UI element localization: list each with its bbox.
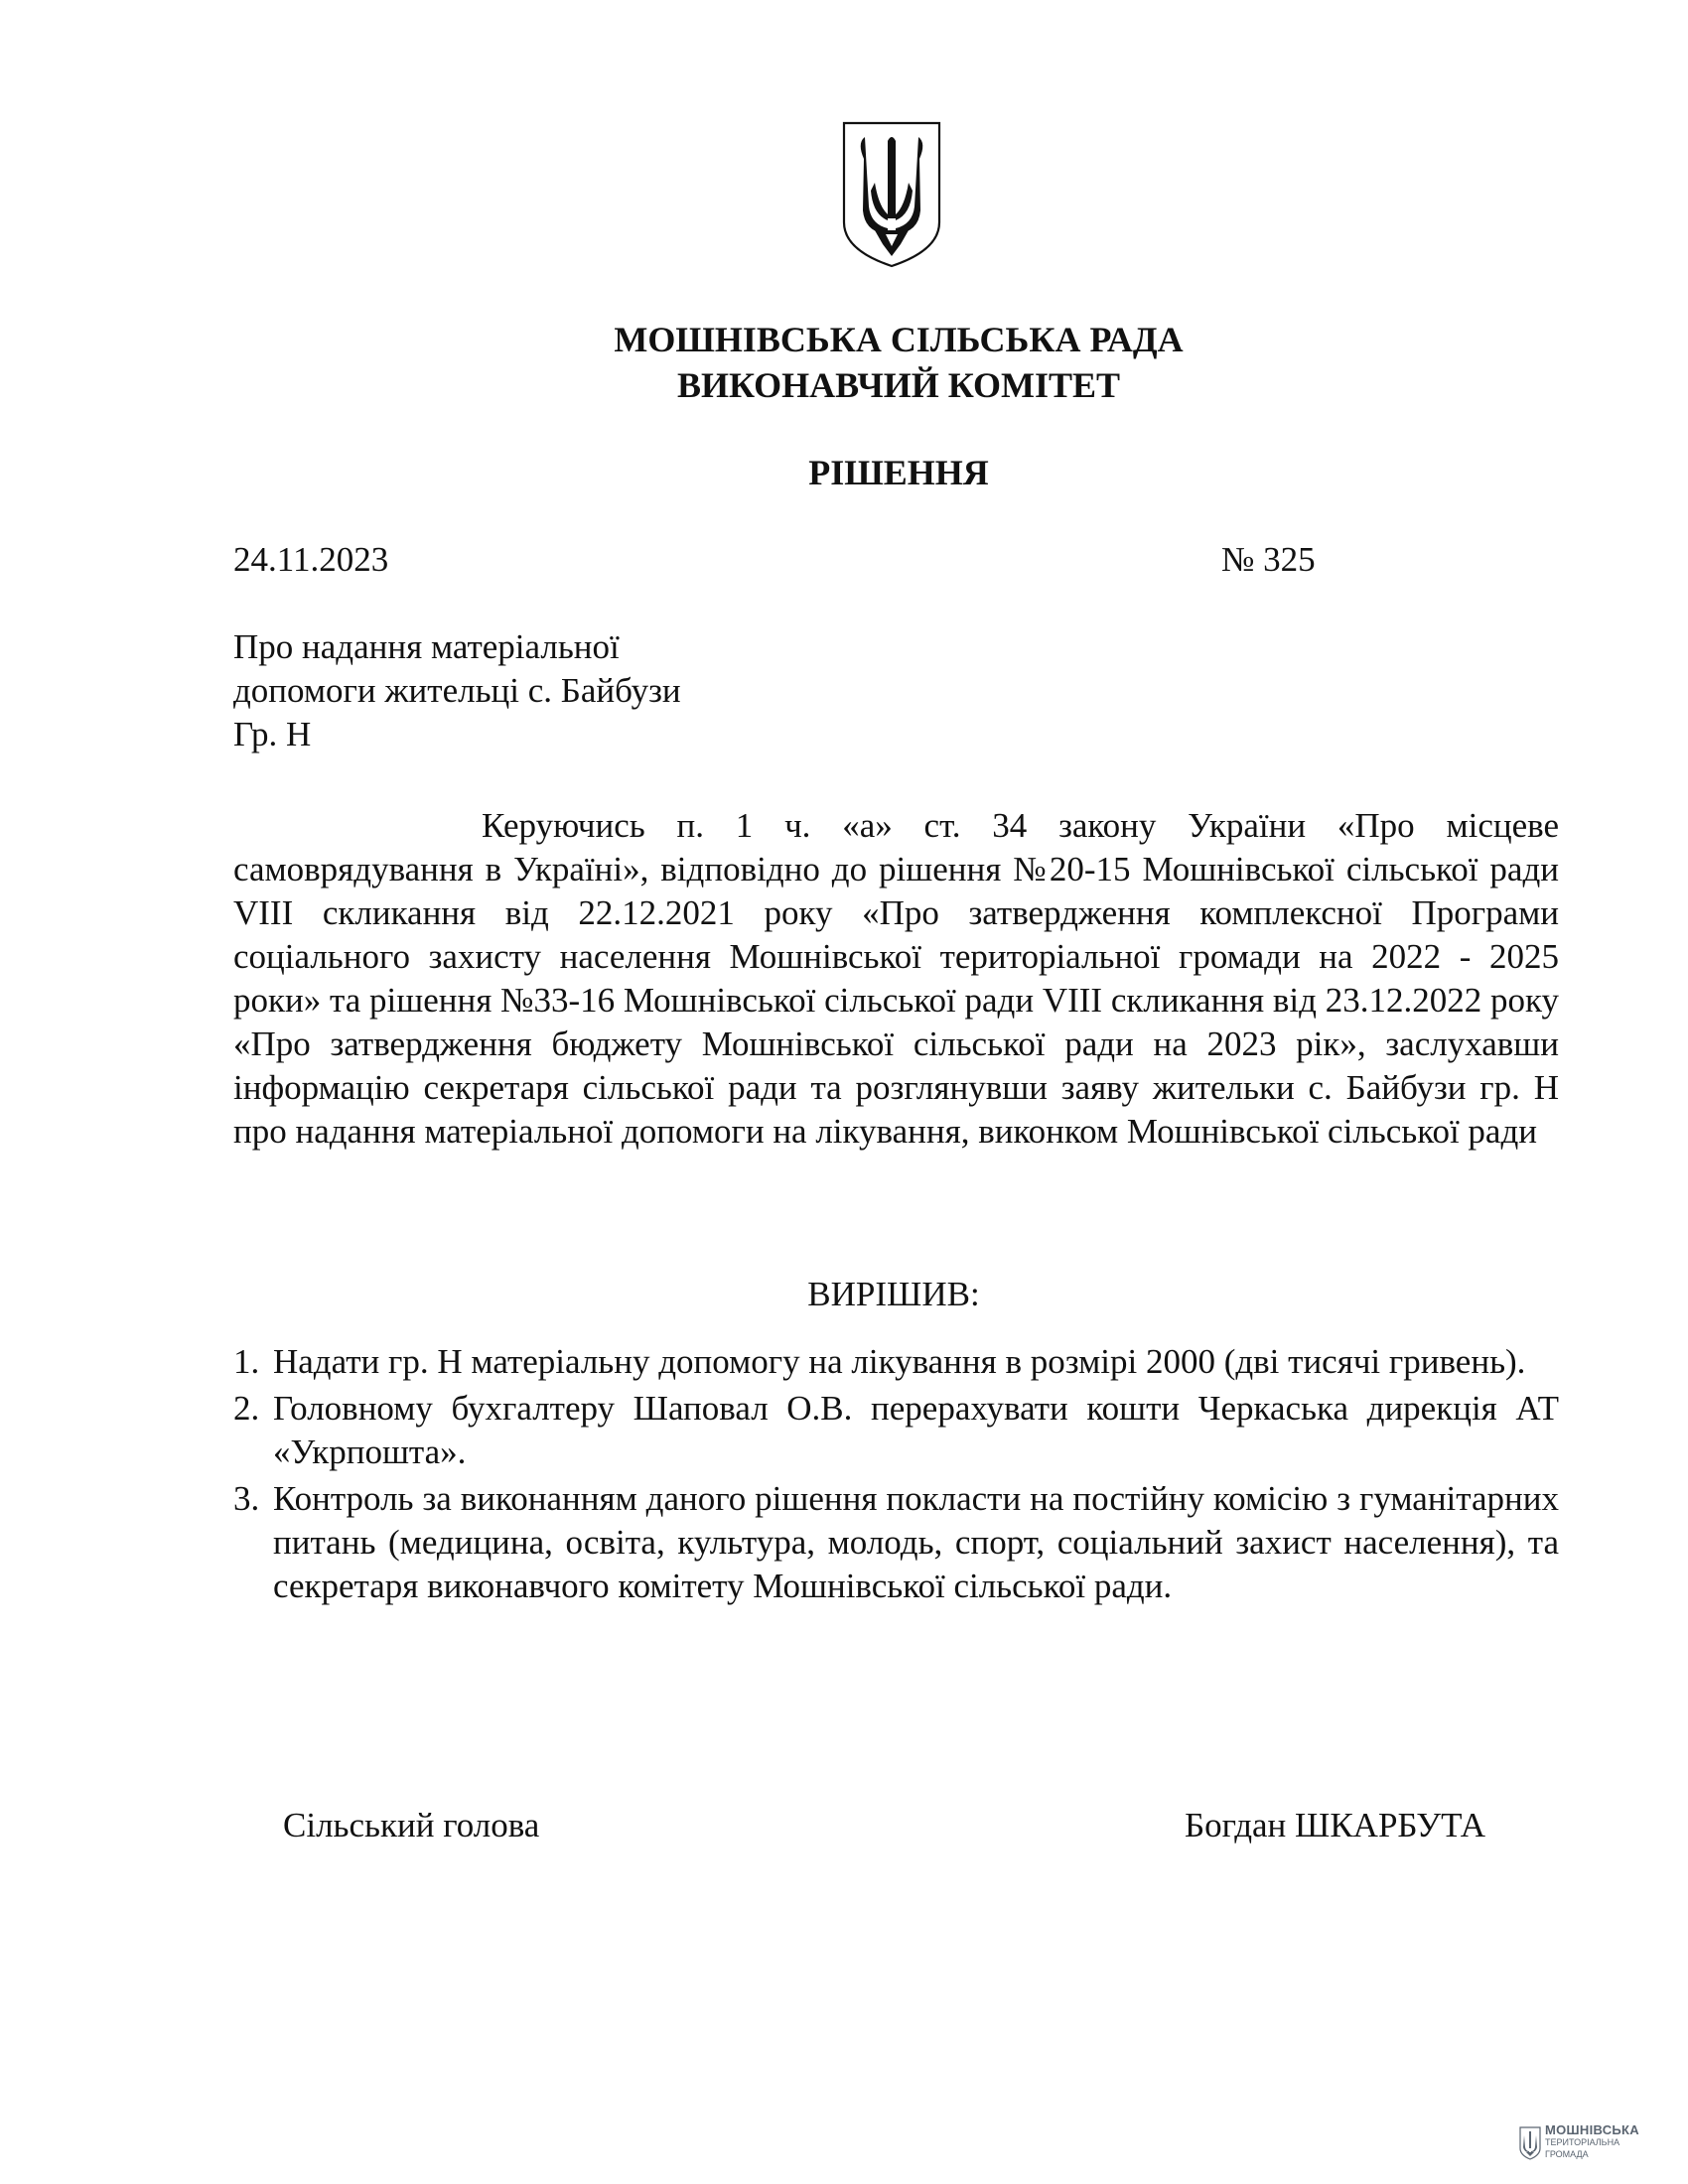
- signatory-role: Сільський голова: [283, 1806, 540, 1844]
- trident-coat-of-arms-icon: [839, 119, 944, 270]
- signatory-name: Богдан ШКАРБУТА: [1185, 1806, 1485, 1844]
- organization-name: МОШНІВСЬКА СІЛЬСЬКА РАДА: [614, 320, 1184, 359]
- document-type-title: РІШЕННЯ: [808, 453, 989, 492]
- preamble-paragraph: Керуючись п. 1 ч. «а» ст. 34 закону України «Про місцеве самоврядування в Україні», відповідно до рішення №20-15 Мошнівської сільської ради VIII скликання від 22.12.2021 року «Про затвердження комплексної Програми соціального захисту населення Мошнівської територіальної громади на 2022 - 2025 роки» та рішення №33-16 Мошнівської сільської ради VIII скликання від 23.12.2022 року «Про затвердження бюджету Мошнівської сільської ради на 2023 рік», заслухавши інформацію секретаря сільської ради та розглянувши заяву жительки с. Байбузи гр. Н про надання матеріальної допомоги на лікування, виконком Мошнівської сільської ради: [233, 806, 1559, 1151]
- document-subject: [233, 625, 928, 756]
- decision-item: [233, 1340, 1559, 1384]
- document-date: 24.11.2023: [233, 540, 389, 579]
- committee-name: ВИКОНАВЧИЙ КОМІТЕТ: [676, 365, 1121, 405]
- community-watermark: [1519, 2124, 1678, 2170]
- decision-number: 3.: [233, 1479, 260, 1518]
- decision-number: 1.: [233, 1342, 260, 1381]
- watermark-line: МОШНІВСЬКА: [1545, 2122, 1639, 2137]
- decision-text: Головному бухгалтеру Шаповал О.В. перерахувати кошти Черкаська дирекція АТ «Укрпошта».: [273, 1389, 1559, 1471]
- decision-item: [233, 1477, 1559, 1608]
- decision-number: 2.: [233, 1389, 260, 1428]
- subject-line: Гр. Н: [233, 715, 312, 753]
- watermark-line: ГРОМАДА: [1545, 2149, 1589, 2159]
- watermark-line: ТЕРИТОРІАЛЬНА: [1545, 2137, 1620, 2147]
- decision-list: [233, 1340, 1559, 1611]
- subject-line: допомоги жительці с. Байбузи: [233, 671, 681, 710]
- decision-item: [233, 1387, 1559, 1474]
- document-number: № 325: [1221, 540, 1316, 579]
- decision-text: Контроль за виконанням даного рішення покласти на постійну комісію з гуманітарних питань (медицина, освіта, культура, молодь, спорт, соціальний захист населення), та секретаря виконавчого комітету Мошнівської сільської ради.: [273, 1479, 1559, 1605]
- trident-watermark-icon: [1519, 2126, 1541, 2160]
- decision-text: Надати гр. Н матеріальну допомогу на лікування в розмірі 2000 (дві тисячі гривень).: [273, 1342, 1526, 1381]
- decided-heading: ВИРІШИВ:: [807, 1275, 980, 1313]
- subject-line: Про надання матеріальної: [233, 627, 620, 666]
